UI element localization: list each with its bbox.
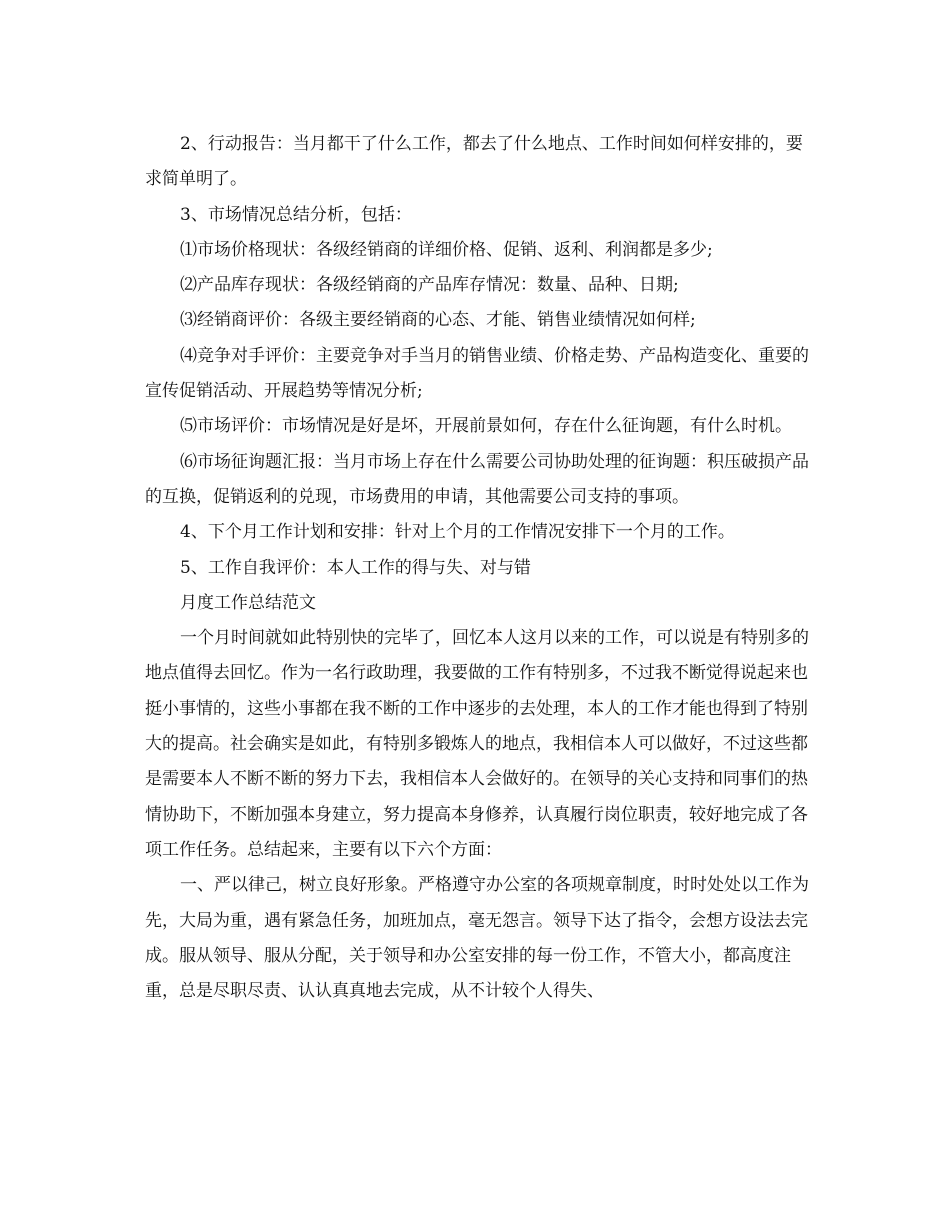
paragraph-market-issues: ⑹市场征询题汇报：当月市场上存在什么需要公司协助处理的征询题：积压破损产品的互换，促销返利的兑现，市场费用的申请，其他需要公司支持的事项。 [145,451,809,507]
paragraph-competitor-evaluation: ⑷竞争对手评价：主要竞争对手当月的销售业绩、价格走势、产品构造变化、重要的宣传促销活动、开展趋势等情况分析; [145,345,809,402]
paragraph-market-price: ⑴市场价格现状：各级经销商的详细价格、促销、返利、利润都是多少; [180,239,713,260]
paragraph-market-analysis: 3、市场情况总结分析，包括： [180,204,412,225]
paragraph-self-evaluation: 5、工作自我评价：本人工作的得与失、对与错 [180,557,531,578]
section-heading: 月度工作总结范文 [180,592,316,613]
document-body [145,127,813,1009]
paragraph-market-evaluation: ⑸市场评价：市场情况是好是坏，开展前景如何，存在什么征询题，有什么时机。 [180,416,792,437]
paragraph-inventory: ⑵产品库存现状：各级经销商的产品库存情况：数量、品种、日期; [180,275,679,296]
paragraph-self-discipline: 一、严以律己，树立良好形象。严格遵守办公室的各项规章制度，时时处处以工作为先，大局为重，遇有紧急任务，加班加点，毫无怨言。领导下达了指令，会想方设法去完成。服从领导、服从分配，关于领导和办公室安排的每一份工作，不管大小，都高度注重，总是尽职尽责、认认真真地去完成，从不计较个人得失、 [145,875,809,1002]
paragraph-dealer-evaluation: ⑶经销商评价：各级主要经销商的心态、才能、销售业绩情况如何样; [180,310,696,331]
paragraph-next-month-plan: 4、下个月工作计划和安排：针对上个月的工作情况安排下一个月的工作。 [180,522,735,543]
paragraph-summary-intro: 一个月时间就如此特别快的完毕了，回忆本人这月以来的工作，可以说是有特别多的地点值得去回忆。作为一名行政助理，我要做的工作有特别多，不过我不断觉得说起来也挺小事情的，这些小事都在我不断的工作中逐步的去处理，本人的工作才能也得到了特别大的提高。社会确实是如此，有特别多锻炼人的地点，我相信本人可以做好，不过这些都是需要本人不断不断的努力下去，我相信本人会做好的。在领导的关心支持和同事们的热情协助下，不断加强本身建立，努力提高本身修养，认真履行岗位职责，较好地完成了各项工作任务。总结起来，主要有以下六个方面： [145,628,809,860]
paragraph-action-report: 2、行动报告：当月都干了什么工作，都去了什么地点、工作时间如何样安排的，要求简单明了。 [145,134,803,190]
